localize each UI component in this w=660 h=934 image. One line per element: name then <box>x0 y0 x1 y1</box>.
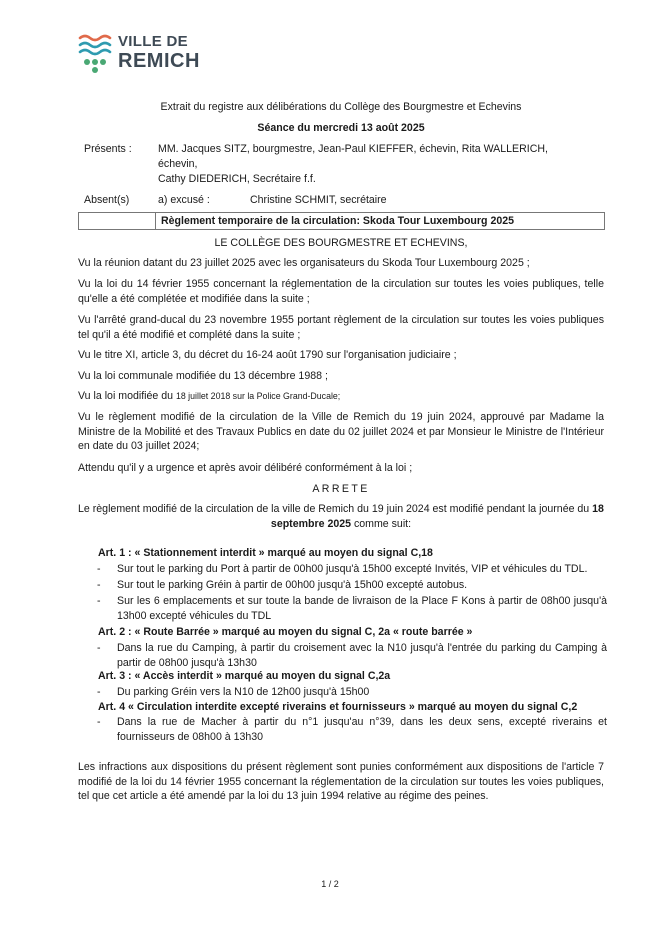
article-4-title: Art. 4 « Circulation interdite excepté riverains et fournisseurs » marqué au moyen du signal C,2 <box>98 701 578 713</box>
bullet-dash: - <box>97 563 101 575</box>
consideration-7: Attendu qu'il y a urgence et après avoir délibéré conformément à la loi ; <box>78 462 413 474</box>
absent-excused-label: a) excusé : <box>158 194 210 206</box>
absent-label: Absent(s) <box>84 194 130 206</box>
presents-line-2: échevin, <box>158 158 198 170</box>
presents-line-1: MM. Jacques SITZ, bourgmestre, Jean-Paul KIEFFER, échevin, Rita WALLERICH, <box>158 143 548 155</box>
college-heading: LE COLLÈGE DES BOURGMESTRE ET ECHEVINS, <box>214 237 468 249</box>
consideration-2: Vu la loi du 14 février 1955 concernant la réglementation de la circulation sur toutes les voies publiques, telle qu'elle a été complétée et modifiée dans la suite ; <box>78 278 604 305</box>
article-1-item-1: Sur tout le parking du Port à partir de 00h00 jusqu'à 15h00 excepté Invités, VIP et véhicules du TDL. <box>117 563 588 575</box>
bullet-dash: - <box>97 579 101 591</box>
article-3-title: Art. 3 : « Accès interdit » marqué au moyen du signal C,2a <box>98 670 391 682</box>
logo-line-2: REMICH <box>118 50 200 72</box>
presents-label: Présents : <box>84 143 132 155</box>
presents-line-3: Cathy DIEDERICH, Secrétaire f.f. <box>158 173 316 185</box>
article-2-item-1: Dans la rue du Camping, à partir du croisement avec la N10 jusqu'à l'entrée du parking du Camping à partir de 08h00 jusqu'à 13h30 <box>117 642 607 669</box>
article-4-item-1: Dans la rue de Macher à partir du n°1 jusqu'au n°39, dans les deux sens, excepté riverains et fournisseurs de 08h00 à 13h30 <box>117 716 607 743</box>
consideration-police <box>78 389 604 404</box>
consideration-5: Vu la loi communale modifiée du 13 décembre 1988 ; <box>78 370 328 382</box>
consideration-1: Vu la réunion datant du 23 juillet 2025 avec les organisateurs du Skoda Tour Luxembourg 2025 ; <box>78 257 530 269</box>
wave-logo-icon <box>77 32 113 78</box>
subject-box-divider <box>79 213 156 229</box>
consideration-3: Vu l'arrêté grand-ducal du 23 novembre 1955 portant règlement de la circulation sur toutes les voies publiques tel qu'il a été modifié et complété dans la suite ; <box>78 314 604 341</box>
bullet-dash: - <box>97 642 101 654</box>
article-1-item-2: Sur tout le parking Gréin à partir de 00h00 jusqu'à 15h00 excepté autobus. <box>117 579 468 591</box>
article-3-item-1: Du parking Gréin vers la N10 de 12h00 jusqu'à 15h00 <box>117 686 370 698</box>
bullet-dash: - <box>97 716 101 728</box>
police-line-prefix: Vu la loi modifiée du <box>78 390 176 402</box>
page-number: 1 / 2 <box>321 879 339 889</box>
decision-date: 18 septembre 2025 <box>270 503 604 530</box>
subject-title: Règlement temporaire de la circulation: Skoda Tour Luxembourg 2025 <box>161 215 515 227</box>
article-1-item-3: Sur les 6 emplacements et sur toute la bande de livraison de la Place F Kons à partir de 08h00 jusqu'à 13h00 excepté véhicules du TDL <box>117 595 607 622</box>
bullet-dash: - <box>97 686 101 698</box>
consideration-4: Vu le titre XI, article 3, du décret du 16-24 août 1790 sur l'organisation judiciaire ; <box>78 349 457 361</box>
subject-box <box>78 212 605 230</box>
consideration-6: Vu le règlement modifié de la circulation de la Ville de Remich du 19 juin 2024, approuvé par Madame la Ministre de la Mobilité et des Travaux Publics en date du 02 juillet 2024 et par Monsieur le Ministre de l'Intérieur en date du 03 juillet 2024; <box>78 411 604 453</box>
ville-de-remich-logo <box>77 30 227 80</box>
extract-heading: Extrait du registre aux délibérations du Collège des Bourgmestre et Echevins <box>160 101 522 113</box>
decision-main: Le règlement modifié de la circulation de la ville de Remich du 19 juin 2024 est modifié pendant la journée du <box>78 503 593 515</box>
logo-line-1: VILLE DE <box>118 33 188 50</box>
logo-text <box>118 34 200 72</box>
article-1-title: Art. 1 : « Stationnement interdit » marqué au moyen du signal C,18 <box>98 547 433 559</box>
arrete-heading: ARRETE <box>312 483 370 495</box>
decision-text <box>78 502 604 531</box>
absent-excused-name: Christine SCHMIT, secrétaire <box>250 194 387 206</box>
police-line-small: 18 juillet 2018 sur la Police Grand-Ducale; <box>175 391 341 401</box>
penalties-paragraph: Les infractions aux dispositions du présent règlement sont punies conformément aux dispositions de l'article 7 modifié de la loi du 14 février 1955 concernant la réglementation de la circulation sur toutes les voies publiques, tel que cet article a été amendé par la loi du 13 juin 1994 relative au régime des peines. <box>78 761 604 803</box>
session-heading: Séance du mercredi 13 août 2025 <box>257 122 425 134</box>
article-2-title: Art. 2 : « Route Barrée » marqué au moyen du signal C, 2a « route barrée » <box>98 626 473 638</box>
decision-suffix: comme suit: <box>351 517 412 530</box>
bullet-dash: - <box>97 595 101 607</box>
